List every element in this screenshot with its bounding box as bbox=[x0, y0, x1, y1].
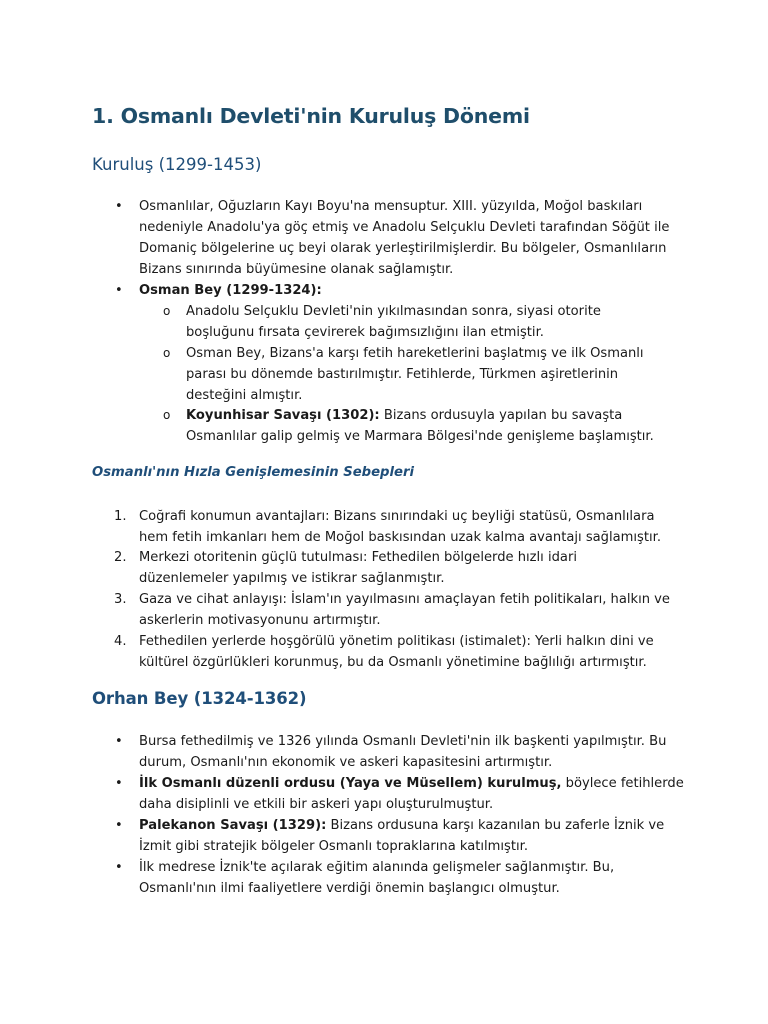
list-number: 3. bbox=[114, 592, 127, 607]
line-text: Bizans ordusuyla yapılan bu savaşta bbox=[379, 408, 623, 423]
bullet-marker: • bbox=[115, 776, 123, 791]
section-heading-orhan-bey: Orhan Bey (1324-1362) bbox=[92, 689, 307, 708]
bold-text: İlk Osmanlı düzenli ordusu (Yaya ve Müsellem) kurulmuş, bbox=[139, 776, 562, 791]
bold-text: Palekanon Savaşı (1329): bbox=[139, 818, 327, 833]
paragraph-line: İlk medrese İznik'te açılarak eğitim alanında gelişmeler sağlanmıştır. Bu, bbox=[139, 860, 615, 875]
paragraph-line: İzmit gibi stratejik bölgeler Osmanlı topraklarına katılmıştır. bbox=[139, 839, 528, 854]
sub-bullet-marker: o bbox=[163, 346, 171, 360]
paragraph-line: Bizans sınırında büyümesine olanak sağlamıştır. bbox=[139, 262, 454, 277]
paragraph-line bbox=[186, 405, 622, 426]
osman-bey-label bbox=[139, 280, 322, 301]
paragraph-line: desteğini almıştır. bbox=[186, 388, 303, 403]
bold-text: Koyunhisar Savaşı (1302): bbox=[186, 408, 380, 423]
bullet-marker: • bbox=[115, 734, 123, 749]
bullet-marker: • bbox=[115, 860, 123, 875]
paragraph-line: Bursa fethedilmiş ve 1326 yılında Osmanlı Devleti'nin ilk başkenti yapılmıştır. Bu bbox=[139, 734, 667, 749]
list-item-line: düzenlemeler yapılmış ve istikrar sağlanmıştır. bbox=[139, 571, 445, 586]
paragraph-line bbox=[139, 815, 664, 836]
paragraph-line: Domaniç bölgelerine uç beyi olarak yerleştirilmişlerdir. Bu bölgeler, Osmanlıların bbox=[139, 241, 667, 256]
subsection-heading-sebepler: Osmanlı'nın Hızla Genişlemesinin Sebepleri bbox=[92, 465, 414, 480]
paragraph-line: durum, Osmanlı'nın ekonomik ve askeri kapasitesini artırmıştır. bbox=[139, 755, 553, 770]
list-item-line: Fethedilen yerlerde hoşgörülü yönetim politikası (istimalet): Yerli halkın dini ve bbox=[139, 634, 654, 649]
list-item-line: Gaza ve cihat anlayışı: İslam'ın yayılmasını amaçlayan fetih politikaları, halkın ve bbox=[139, 592, 670, 607]
paragraph-line: Osmanlı'nın ilmi faaliyetlere verdiği önemin başlangıcı olmuştur. bbox=[139, 881, 560, 896]
paragraph-line: daha disiplinli ve etkili bir askeri yapı oluşturulmuştur. bbox=[139, 797, 494, 812]
bullet-marker: • bbox=[115, 199, 123, 214]
paragraph-line bbox=[139, 773, 684, 794]
list-number: 2. bbox=[114, 550, 127, 565]
list-number: 1. bbox=[114, 509, 127, 524]
line-text: Bizans ordusuna karşı kazanılan bu zaferle İznik ve bbox=[326, 818, 665, 833]
bold-text: Osman Bey (1299-1324): bbox=[139, 283, 322, 298]
paragraph-line: Osman Bey, Bizans'a karşı fetih hareketlerini başlatmış ve ilk Osmanlı bbox=[186, 346, 644, 361]
paragraph-line: Anadolu Selçuklu Devleti'nin yıkılmasından sonra, siyasi otorite bbox=[186, 304, 601, 319]
bullet-marker: • bbox=[115, 818, 123, 833]
list-number: 4. bbox=[114, 634, 127, 649]
list-item-line: kültürel özgürlükleri korunmuş, bu da Osmanlı yönetimine bağlılığı artırmıştır. bbox=[139, 655, 647, 670]
sub-bullet-marker: o bbox=[163, 304, 171, 318]
paragraph-line: Osmanlılar galip gelmiş ve Marmara Bölgesi'nde genişleme başlamıştır. bbox=[186, 429, 654, 444]
section-heading-kurulus: Kuruluş (1299-1453) bbox=[92, 155, 262, 174]
paragraph-line: parası bu dönemde bastırılmıştır. Fetihlerde, Türkmen aşiretlerinin bbox=[186, 367, 619, 382]
list-item-line: Merkezi otoritenin güçlü tutulması: Fethedilen bölgelerde hızlı idari bbox=[139, 550, 577, 565]
sub-bullet-marker: o bbox=[163, 408, 171, 422]
paragraph-line: nedeniyle Anadolu'ya göç etmiş ve Anadolu Selçuklu Devleti tarafından Söğüt ile bbox=[139, 220, 670, 235]
page-title: 1. Osmanlı Devleti'nin Kuruluş Dönemi bbox=[92, 104, 530, 128]
list-item-line: Coğrafi konumun avantajları: Bizans sınırındaki uç beyliği statüsü, Osmanlılara bbox=[139, 509, 655, 524]
list-item-line: hem fetih imkanları hem de Moğol baskısından uzak kalma avantajı sağlamıştır. bbox=[139, 530, 661, 545]
list-item-line: askerlerin motivasyonunu artırmıştır. bbox=[139, 613, 381, 628]
paragraph-line: boşluğunu fırsata çevirerek bağımsızlığını ilan etmiştir. bbox=[186, 325, 544, 340]
bullet-marker: • bbox=[115, 283, 123, 298]
line-text: böylece fetihlerde bbox=[561, 776, 684, 791]
paragraph-line: Osmanlılar, Oğuzların Kayı Boyu'na mensuptur. XIII. yüzyılda, Moğol baskıları bbox=[139, 199, 643, 214]
